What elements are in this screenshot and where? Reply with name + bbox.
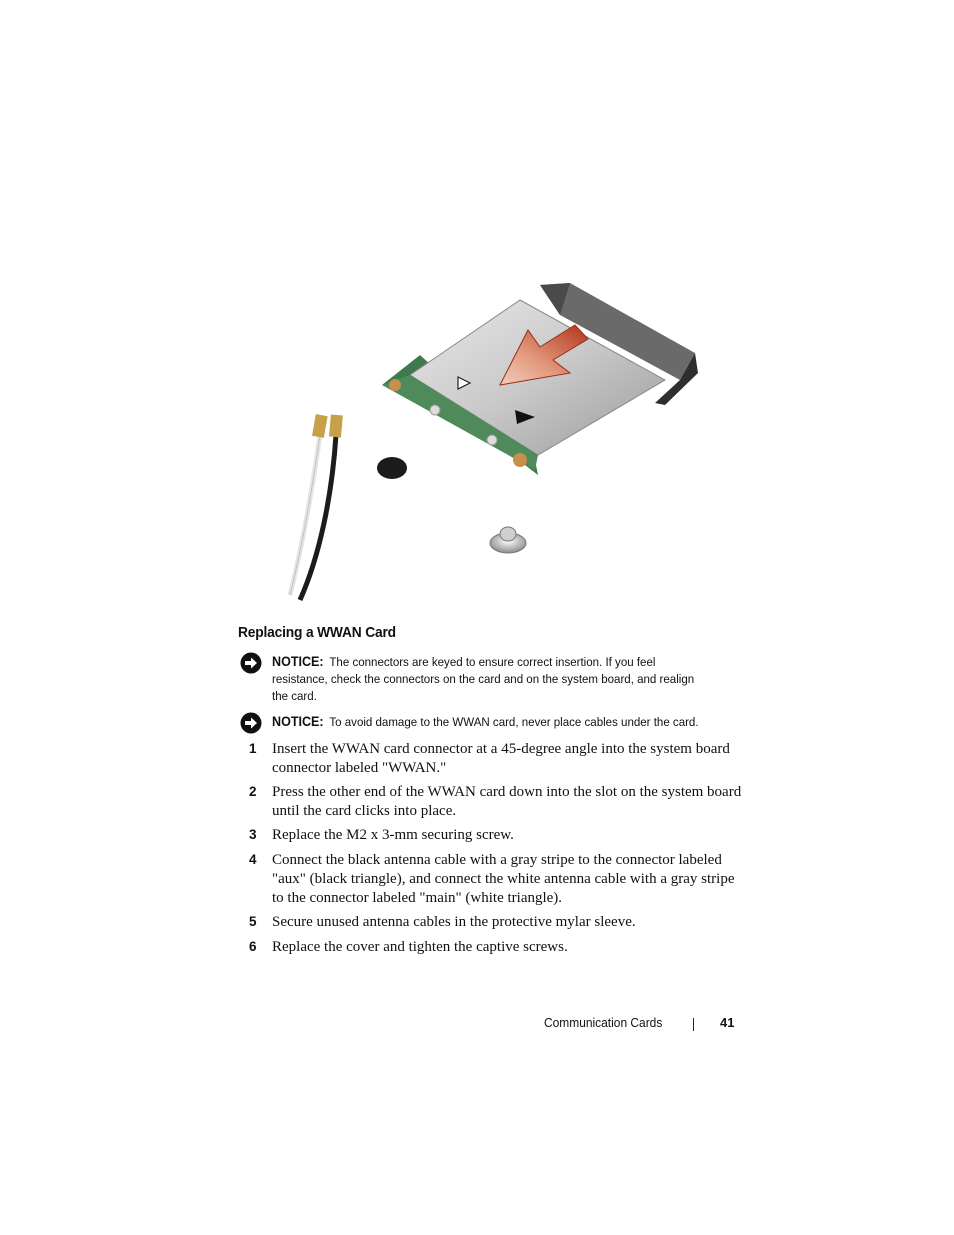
- step-text: Replace the cover and tighten the captive screws.: [272, 939, 568, 955]
- rubber-plug-icon: [377, 457, 407, 479]
- main-connector-icon: [430, 405, 440, 415]
- notice-text: The connectors are keyed to ensure correct insertion. If you feel resistance, check the connectors on the card and on the system board, and realign the card.: [272, 655, 695, 703]
- aux-connector-icon: [487, 435, 497, 445]
- notice-cables: [240, 712, 740, 734]
- notice-label: NOTICE:: [272, 654, 324, 669]
- step-number: 3: [249, 827, 257, 842]
- wwan-card-illustration: [270, 275, 710, 605]
- page-number: 41: [720, 1015, 735, 1030]
- step-text: Press the other end of the WWAN card down into the slot on the system board until the card clicks into place.: [272, 784, 742, 819]
- step-number: 4: [249, 852, 257, 867]
- notice-label: NOTICE:: [272, 714, 324, 729]
- section-heading: Replacing a WWAN Card: [238, 624, 396, 641]
- footer-divider: [693, 1018, 694, 1031]
- notice-text: To avoid damage to the WWAN card, never place cables under the card.: [329, 715, 699, 729]
- step-text: Connect the black antenna cable with a gray stripe to the connector labeled "aux" (black triangle), and connect the white antenna cable with a gray stripe to the connector labeled "main" (white triangle).: [272, 852, 735, 906]
- m2-screw-icon: [490, 527, 526, 553]
- footer-section-title: Communication Cards: [544, 1015, 663, 1030]
- notice-icon: [240, 712, 262, 734]
- antenna-cables: [290, 414, 343, 600]
- step-text: Insert the WWAN card connector at a 45-degree angle into the system board connector labeled "WWAN.": [272, 741, 730, 776]
- mounting-pad-icon: [513, 453, 527, 467]
- step-text: Secure unused antenna cables in the protective mylar sleeve.: [272, 914, 636, 930]
- step-number: 2: [249, 784, 257, 799]
- notice-icon: [240, 652, 262, 674]
- step-text: Replace the M2 x 3-mm securing screw.: [272, 827, 514, 843]
- notice-connectors-keyed: [240, 652, 740, 704]
- mounting-pad-icon: [389, 379, 401, 391]
- step-number: 5: [249, 914, 257, 929]
- step-number: 1: [249, 741, 257, 756]
- step-number: 6: [249, 939, 257, 954]
